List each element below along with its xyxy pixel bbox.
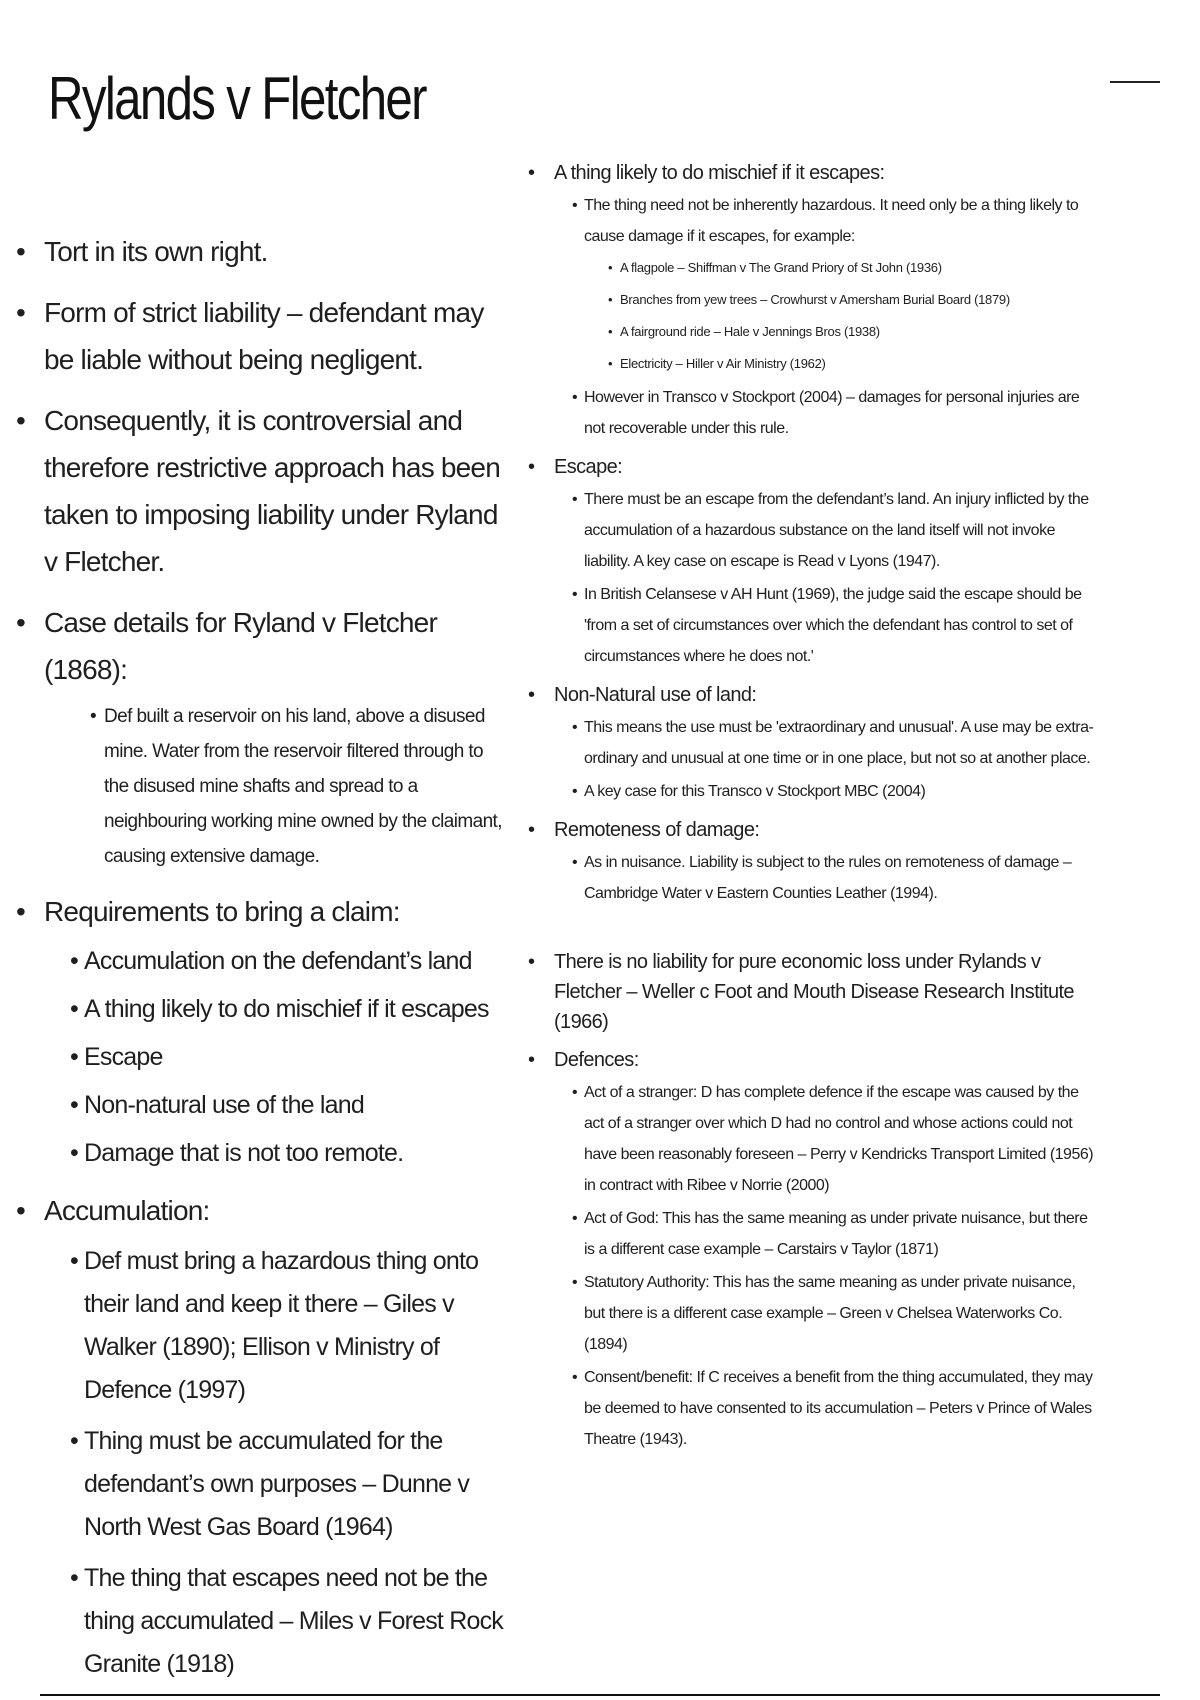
defence-item: • Act of a stranger: D has complete defence if the escape was caused by the act of a stranger over which D had no control and whose actions could not have been reasonably foreseen – Perry v Kendricks Transport Limited (1956) in contract with Ribee v Norrie (2000) <box>584 1077 1100 1201</box>
bullet-text: Escape: <box>554 456 623 478</box>
bullet-escape <box>540 452 1100 672</box>
bullet-text: • Accumulation: <box>44 1195 210 1226</box>
bottom-divider <box>40 1694 1160 1696</box>
bullet-non-natural-use <box>540 680 1100 807</box>
right-bullet-list <box>540 158 1100 1455</box>
examples-list <box>584 252 1100 380</box>
remoteness-detail: • As in nuisance. Liability is subject to the rules on remoteness of damage – Cambridge Water v Eastern Counties Leather (1994). <box>584 847 1100 909</box>
escape-detail: • There must be an escape from the defendant’s land. An injury inflicted by the accumulation of a hazardous substance on the land itself will not invoke liability. A key case on escape is Read v Lyons (1947). <box>584 484 1100 577</box>
bullet-remoteness <box>540 815 1100 909</box>
non-natural-detail: • A key case for this Transco v Stockport MBC (2004) <box>584 776 1100 807</box>
requirement-item: • Escape <box>84 1037 505 1077</box>
case-details-text: • Def built a reservoir on his land, above a disused mine. Water from the reservoir filtered through to the disused mine shafts and spread to a neighbouring working mine owned by the claimant, causing extensive damage. <box>104 699 505 874</box>
left-column <box>30 228 505 1700</box>
bullet-text: There is no liability for pure economic loss under Rylands v Fletcher – Weller c Foot and Mouth Disease Research Institute (1966) <box>554 951 1074 1033</box>
bullet-text: • Case details for Ryland v Fletcher (1868): <box>44 607 437 685</box>
bullet-economic-loss <box>540 947 1100 1037</box>
bullet-text: Defences: <box>554 1049 639 1071</box>
bullet-text: • Requirements to bring a claim: <box>44 896 400 927</box>
escape-detail: • In British Celansese v AH Hunt (1969), the judge said the escape should be 'from a set of circumstances over which the defendant has control to set of circumstances where he does not.' <box>584 579 1100 672</box>
bullet-accumulation <box>30 1187 505 1686</box>
mischief-detail <box>584 190 1100 380</box>
bullet-text: • Tort in its own right. <box>44 236 268 267</box>
bullet-strict-liability <box>30 289 505 383</box>
mischief-transco: • However in Transco v Stockport (2004) – damages for personal injuries are not recoverable under this rule. <box>584 382 1100 444</box>
left-bullet-list <box>30 228 505 1686</box>
example-item: • Electricity – Hiller v Air Ministry (1962) <box>620 348 1100 380</box>
bullet-requirements <box>30 888 505 1173</box>
accumulation-list <box>44 1240 505 1686</box>
mischief-detail-text: The thing need not be inherently hazardous. It need only be a thing likely to cause damage if it escapes, for example: <box>584 197 1079 245</box>
requirement-item: • Damage that is not too remote. <box>84 1133 505 1173</box>
bullet-text: Remoteness of damage: <box>554 819 760 841</box>
right-column <box>540 158 1100 1463</box>
accumulation-item: • Thing must be accumulated for the defendant’s own purposes – Dunne v North West Gas Board (1964) <box>84 1420 505 1549</box>
accumulation-item: • The thing that escapes need not be the thing accumulated – Miles v Forest Rock Granite (1918) <box>84 1557 505 1686</box>
defence-item: • Consent/benefit: If C receives a benefit from the thing accumulated, they may be deemed to have consented to its accumulation – Peters v Prince of Wales Theatre (1943). <box>584 1362 1100 1455</box>
defence-item: • Act of God: This has the same meaning as under private nuisance, but there is a different case example – Carstairs v Taylor (1871) <box>584 1203 1100 1265</box>
bullet-case-details <box>30 599 505 874</box>
requirement-item: • A thing likely to do mischief if it escapes <box>84 989 505 1029</box>
page-title: Rylands v Fletcher <box>48 65 426 132</box>
bullet-text: A thing likely to do mischief if it escapes: <box>554 162 885 184</box>
minimize-line <box>1110 81 1160 83</box>
bullet-text: Non-Natural use of land: <box>554 684 757 706</box>
defence-item: • Statutory Authority: This has the same meaning as under private nuisance, but there is a different case example – Green v Chelsea Waterworks Co. (1894) <box>584 1267 1100 1360</box>
example-item: • A fairground ride – Hale v Jennings Bros (1938) <box>620 316 1100 348</box>
non-natural-detail: • This means the use must be 'extraordinary and unusual'. A use may be extra-ordinary and unusual at one time or in one place, but not so at another place. <box>584 712 1100 774</box>
example-item: • A flagpole – Shiffman v The Grand Priory of St John (1936) <box>620 252 1100 284</box>
bullet-text: • Form of strict liability – defendant may be liable without being negligent. <box>44 297 484 375</box>
bullet-mischief <box>540 158 1100 444</box>
bullet-text: • Consequently, it is controversial and therefore restrictive approach has been taken to imposing liability under Ryland v Fletcher. <box>44 405 500 577</box>
requirement-item: • Non-natural use of the land <box>84 1085 505 1125</box>
requirements-list <box>44 941 505 1173</box>
bullet-controversial <box>30 397 505 585</box>
requirement-item: • Accumulation on the defendant’s land <box>84 941 505 981</box>
example-item: • Branches from yew trees – Crowhurst v Amersham Burial Board (1879) <box>620 284 1100 316</box>
accumulation-item: • Def must bring a hazardous thing onto their land and keep it there – Giles v Walker (1890); Ellison v Ministry of Defence (1997) <box>84 1240 505 1412</box>
defences-list <box>554 1077 1100 1455</box>
bullet-defences <box>540 1045 1100 1455</box>
bullet-tort <box>30 228 505 275</box>
